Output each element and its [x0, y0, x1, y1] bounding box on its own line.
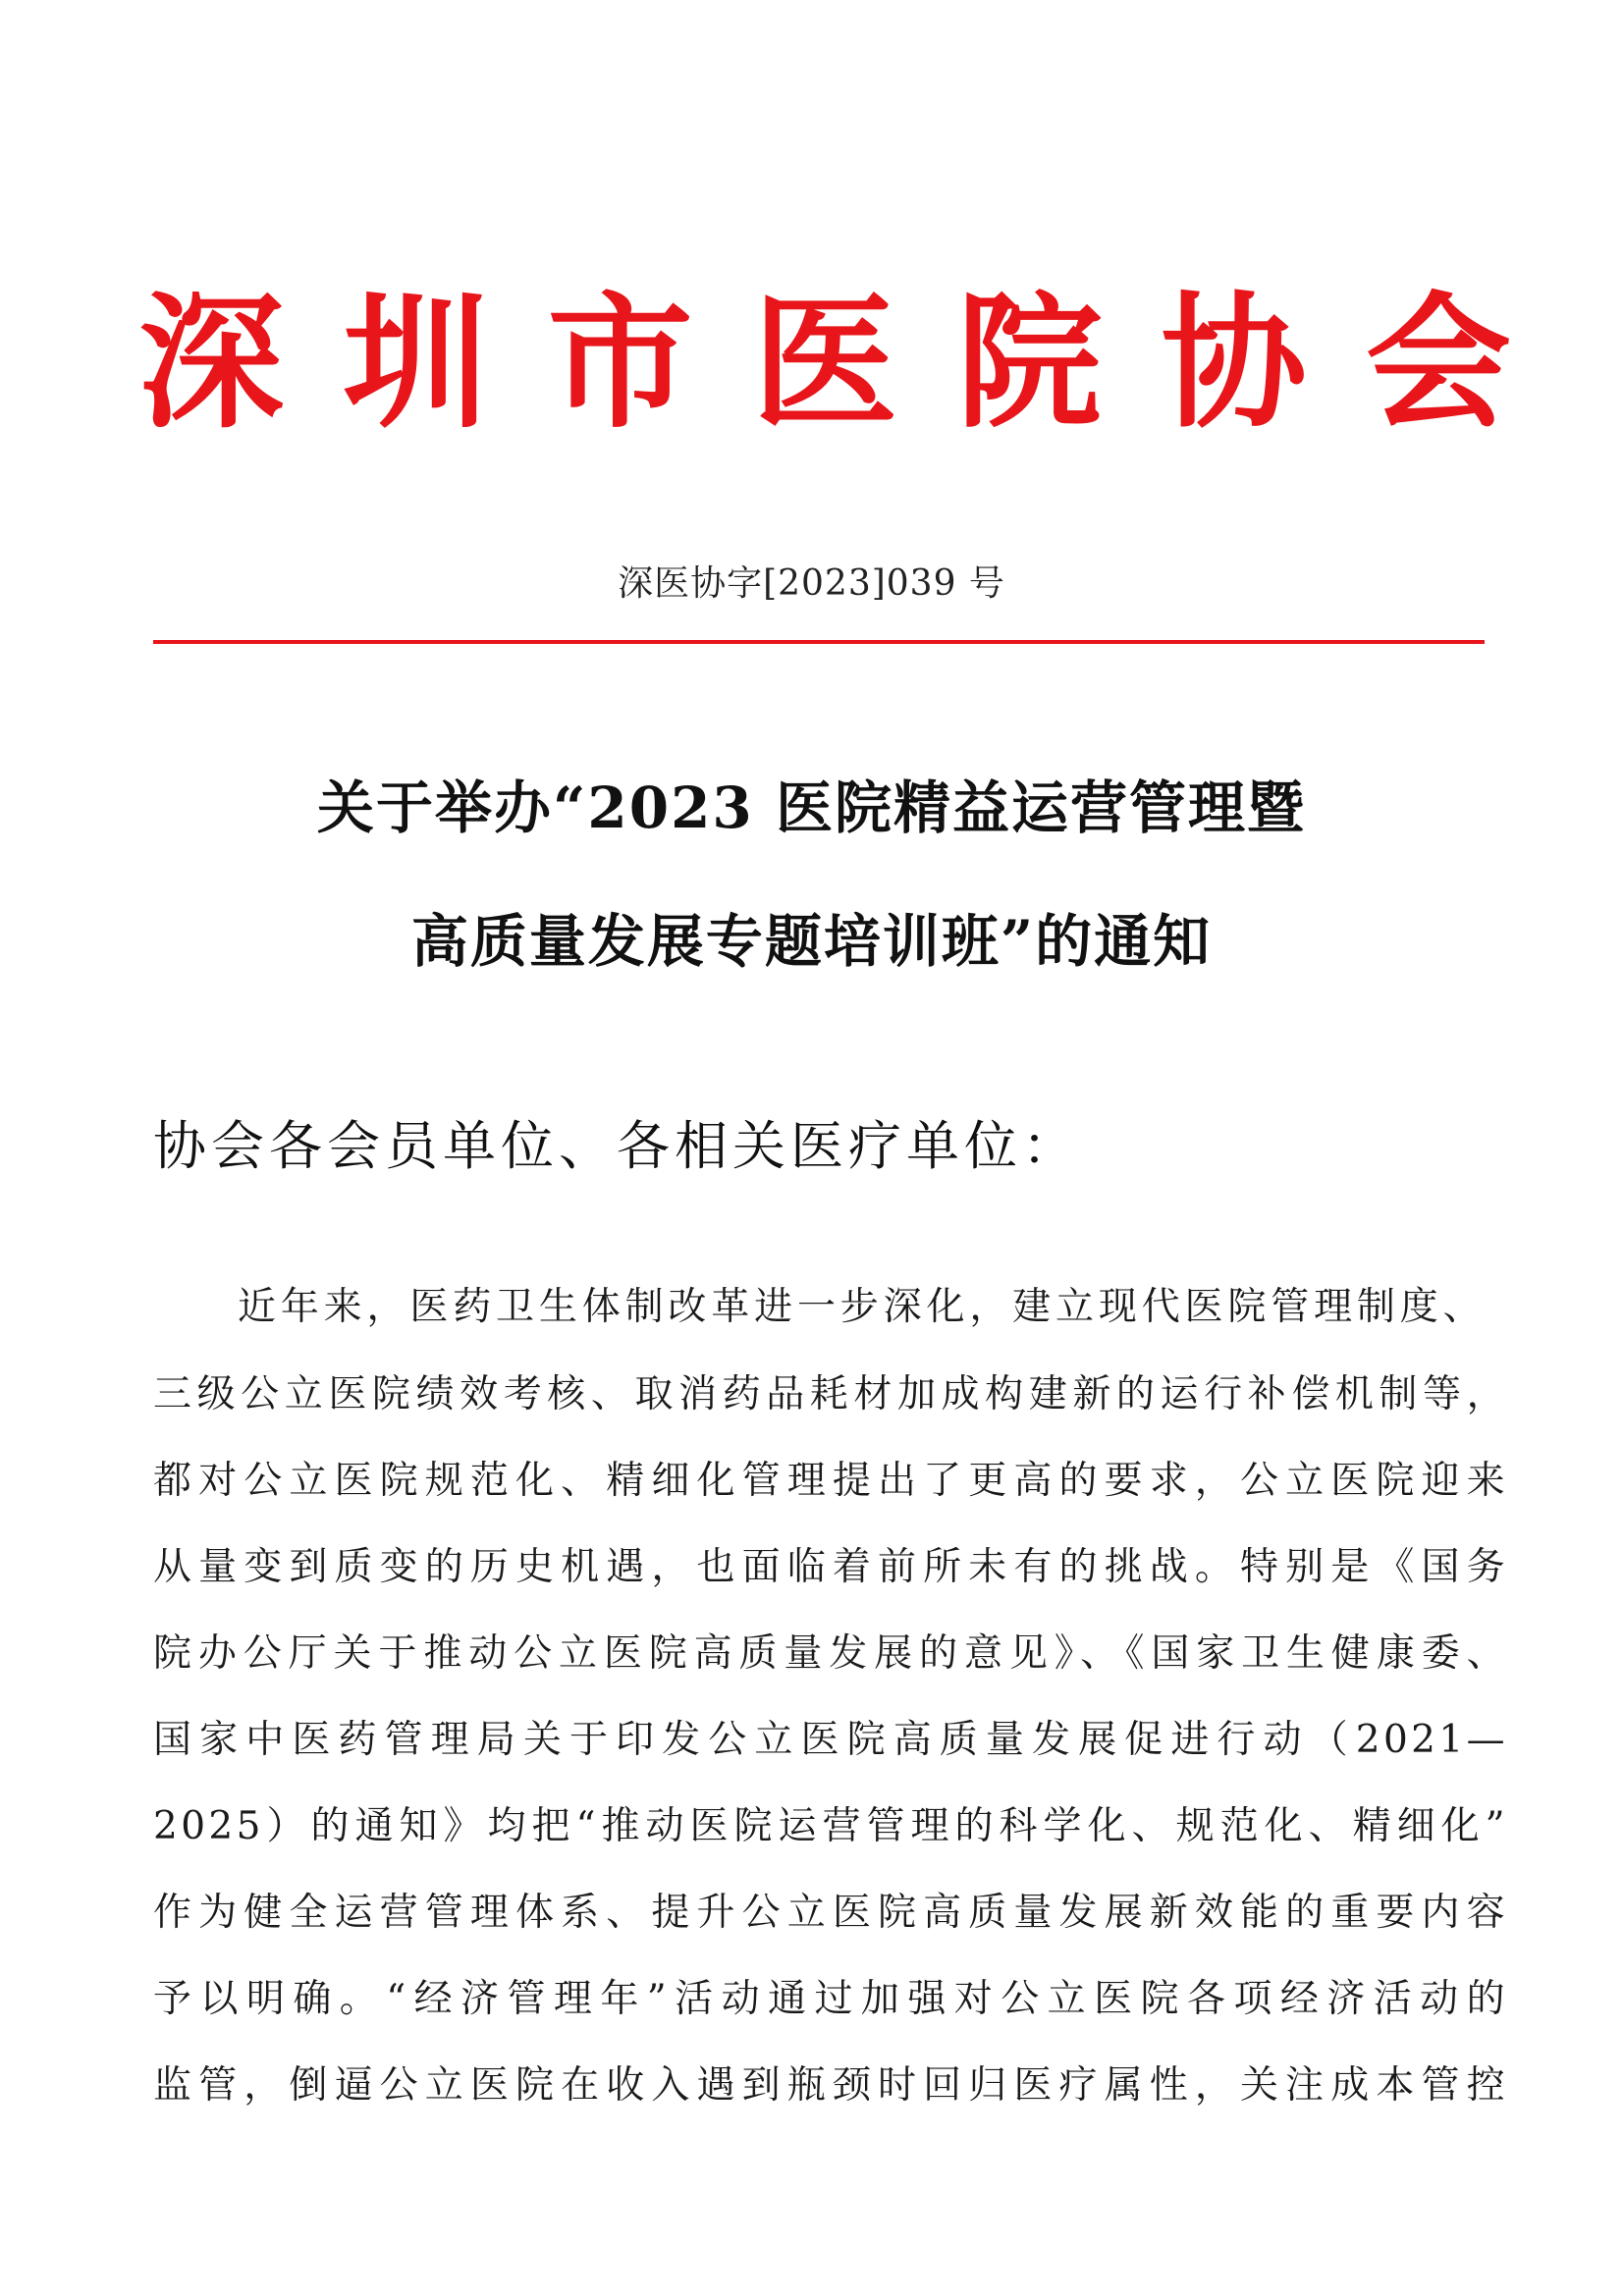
body-paragraph-line: 作为健全运营管理体系、提升公立医院高质量发展新效能的重要内容 [153, 1891, 1508, 1935]
document-number: 深医协字[2023]039 号 [618, 563, 1005, 604]
org-name-char: 协 [1161, 279, 1307, 448]
body-paragraph-line: 三级公立医院绩效考核、取消药品耗材加成构建新的运行补偿机制等， [153, 1372, 1508, 1416]
org-name-char: 医 [751, 279, 897, 448]
body-paragraph-line: 从量变到质变的历史机遇，也面临着前所未有的挑战。特别是《国务 [153, 1545, 1508, 1589]
body-paragraph-line: 国家中医药管理局关于印发公立医院高质量发展促进行动（2021— [153, 1718, 1508, 1762]
salutation: 协会各会员单位、各相关医疗单位： [153, 1115, 1080, 1177]
org-name-char: 圳 [343, 279, 489, 448]
body-paragraph-line: 都对公立医院规范化、精细化管理提出了更高的要求，公立医院迎来 [153, 1459, 1508, 1503]
org-name-char: 深 [138, 279, 284, 448]
org-name-char: 市 [547, 279, 693, 448]
body-paragraph-line: 院办公厅关于推动公立医院高质量发展的意见》、《国家卫生健康委、 [153, 1631, 1508, 1676]
notice-title-line-2: 高质量发展专题培训班”的通知 [410, 908, 1213, 975]
body-paragraph-line: 监管，倒逼公立医院在收入遇到瓶颈时回归医疗属性，关注成本管控 [153, 2063, 1508, 2108]
organization-name-header [137, 279, 1512, 448]
org-name-char: 会 [1365, 279, 1511, 448]
org-name-char: 院 [956, 279, 1103, 448]
notice-title-line-1: 关于举办“2023 医院精益运营管理暨 [317, 774, 1306, 841]
header-divider-rule [153, 640, 1485, 644]
body-paragraph-line: 予以明确。“经济管理年”活动通过加强对公立医院各项经济活动的 [153, 1977, 1508, 2021]
body-paragraph-line: 2025）的通知》均把“推动医院运营管理的科学化、规范化、精细化” [153, 1804, 1508, 1848]
body-paragraph-line: 近年来，医药卫生体制改革进一步深化，建立现代医院管理制度、 [238, 1285, 1485, 1329]
